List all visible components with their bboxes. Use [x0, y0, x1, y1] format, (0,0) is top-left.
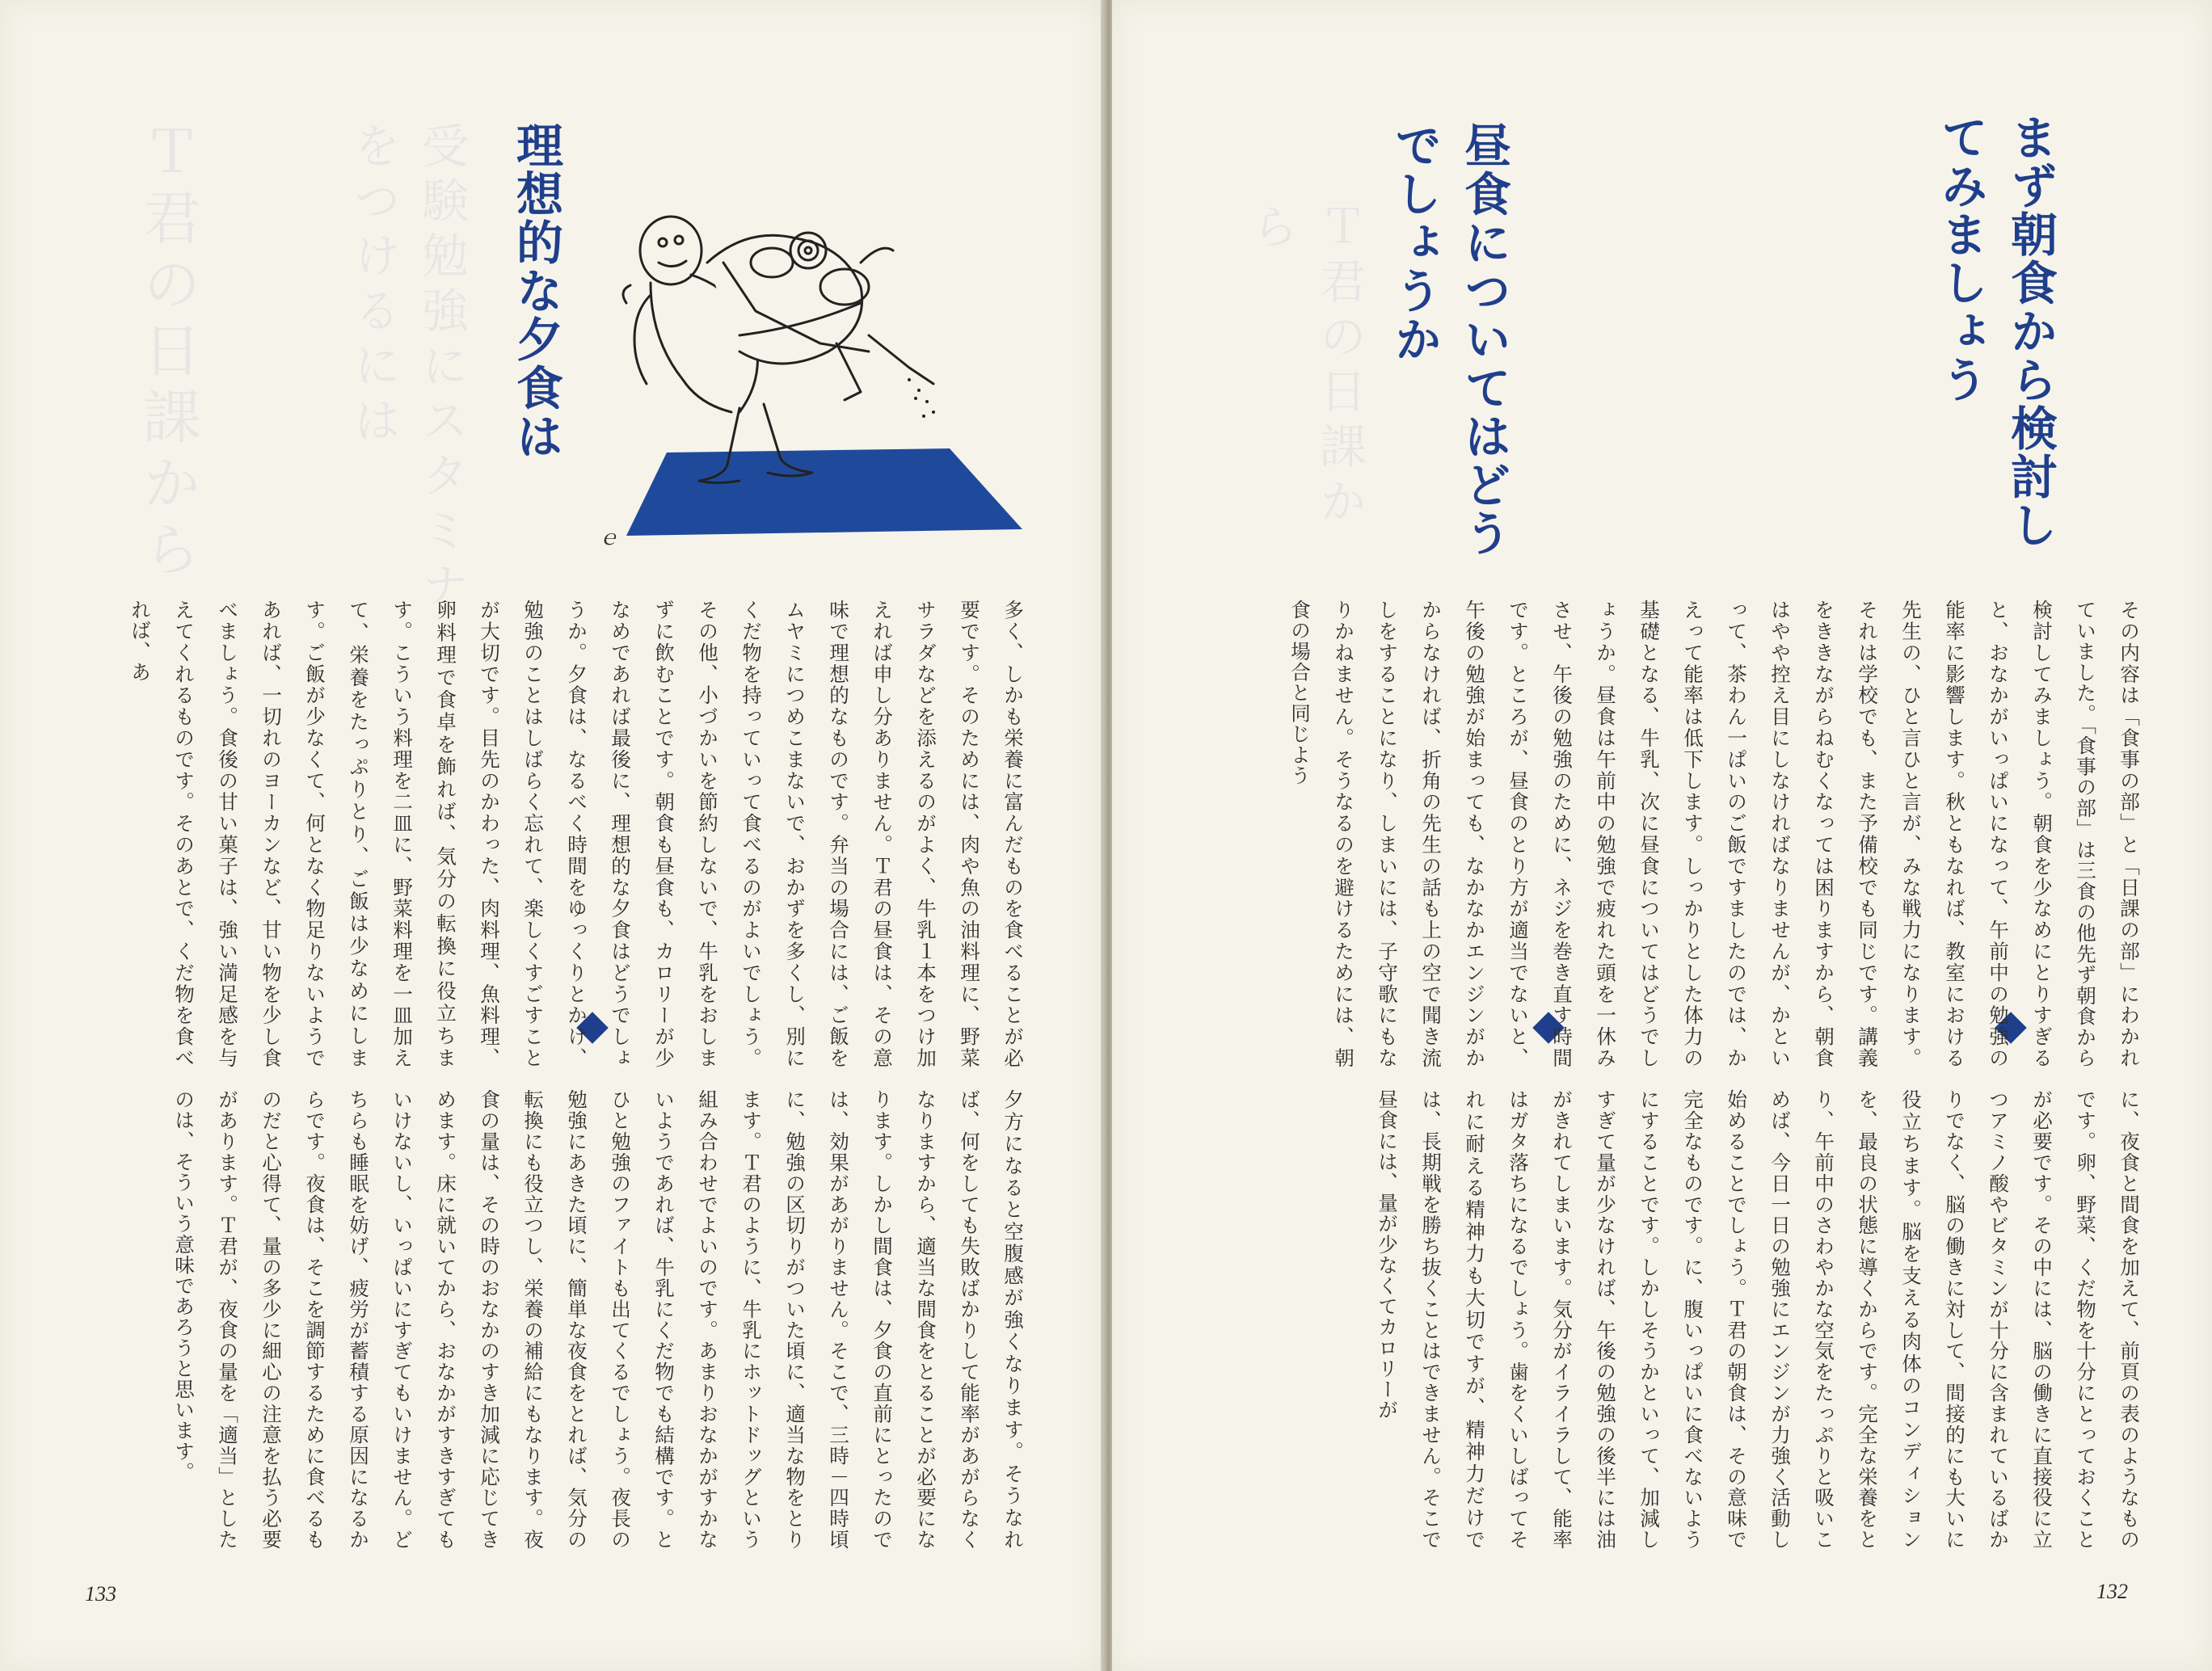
illustrator-signature: ｅ	[598, 526, 620, 549]
right-page	[1112, 0, 2212, 1671]
body-text-upper: 多く、しかも栄養に富んだものを食べることが必要です。そのためには、肉や魚の油料理に、野菜サラダなどを添えるのがよく、牛乳１本をつけ加えれば申し分ありません。Ｔ君の昼食は、その意味で理想的なものです。弁当の場合には、ご飯をムヤミにつめこまないで、おかずを多くし、別にくだ物を持っていって食べるのがよいでしょう。その他、小づかいを節約しないで、牛乳をおしまずに飲むことです。朝食も昼食も、カロリーが少なめであれば最後に、理想的な夕食はどうでしょうか。夕食は、なるべく時間をゆっくりとかけ、勉強のことはしばらく忘れて、楽しくすごすことが大切です。目先のかわった、肉料理、魚料理、卵料理で食卓を飾れば、気分の転換に役立ちます。こういう料理を二皿に、野菜料理を一皿加えて、栄養をたっぷりとり、ご飯は少なめにします。ご飯が少なくて、何となく物足りないようであれば、一切れのヨーカンなど、甘い物を少し食べましょう。食後の甘い菓子は、強い満足感を与えてくれるものです。そのあとで、くだ物を食べれば、あ	[129, 600, 1025, 1068]
page-number: 132	[2096, 1580, 2128, 1603]
page-heading: 理想的な夕食は	[508, 121, 563, 461]
page-number: 133	[85, 1582, 116, 1606]
blue-floor-mat	[626, 448, 1022, 536]
show-through-title: Ｔ君の日課から	[133, 121, 201, 585]
body-text-upper: その内容は「食事の部」と「日課の部」にわかれていました。「食事の部」は三食の他先ず朝食から検討してみましょう。朝食を少なめにとりすぎると、おなかがいっぱいになって、午前中の勉強の能率に影響します。秋ともなれば、教室における先生の、ひと言ひと言が、みな戦力になります。それは学校でも、また予備校でも同じです。講義をききながらねむくなっては困りますから、朝食はやや控え目にしなければなりませんが、かといって、茶わん一ぱいのご飯ですましたのでは、かえって能率は低下します。しっかりとした体力の基礎となる、牛乳、次に昼食についてはどうでしょうか。昼食は午前中の勉強で疲れた頭を一休みさせ、午後の勉強のために、ネジを巻き直す時間です。ところが、昼食のとり方が適当でないと、午後の勉強が始まっても、なかなかエンジンがかからなければ、折角の先生の話も上の空で聞き流しをすることになり、しまいには、子守歌にもなりかねません。そうなるのを避けるためには、朝食の場合と同じよう	[1288, 600, 2141, 1068]
show-through-title: 受験勉強にスタミナをつけるには	[346, 121, 469, 616]
body-text-lower: 夕方になると空腹感が強くなります。そうなれば、何をしても失敗ばかりして能率があがらなくなりますから、適当な間食をとることが必要になります。しかし間食は、夕食の直前にとったのでは、効果があがりません。そこで、三時－四時頃に、勉強の区切りがついた頃に、適当な物をとります。Ｔ君のように、牛乳にホットドッグという組み合わせでよいのです。あまりおなかがすかないようであれば、牛乳にくだ物でも結構です。とひと勉強のファイトも出てくるでしょう。夜長の勉強にあきた頃に、簡単な夜食をとれば、気分の転換にも役立つし、栄養の補給にもなります。夜食の量は、その時のおなかのすき加減に応じてきめます。床に就いてから、おなかがすきすぎてもいけないし、いっぱいにすぎてもいけません。どちらも睡眠を妨げ、疲労が蓄積する原因になるからです。夜食は、そこを調節するために食べるものだと心得て、量の多少に細心の注意を払う必要があります。Ｔ君が、夜食の量を「適当」としたのは、そういう意味であろうと思います。	[172, 1089, 1025, 1550]
page-heading: まず朝食から検討してみましょう	[1933, 113, 2058, 549]
page-heading: 昼食についてはどうでしょうか	[1387, 121, 1511, 558]
body-text-lower: に、夜食と間食を加えて、前頁の表のようなものです。卵、野菜、くだ物を十分にとっておくことが必要です。その中には、脳の働きに直接役に立つアミノ酸やビタミンが十分に含まれているばかりでなく、脳の働きに対して、間接的にも大いに役立ちます。脳を支える肉体のコンディションを、最良の状態に導くからです。完全な栄養をとり、午前中のさわやかな空気をたっぷりと吸いこめば、今日一日の勉強にエンジンが力強く活動し始めることでしょう。Ｔ君の朝食は、その意味で完全なものです。に、腹いっぱいに食べないようにすることです。しかしそうかといって、加減しすぎて量が少なければ、午後の勉強の後半には油がきれてしまいます。気分がイライラして、能率はガタ落ちになるでしょう。歯をくいしばってそれに耐える精神力も大切ですが、精神力だけでは、長期戦を勝ち抜くことはできません。そこで昼食には、量が少なくてカロリーが	[1376, 1089, 2141, 1550]
show-through-title: Ｔ君の日課から	[1244, 202, 1367, 532]
left-page	[0, 0, 1101, 1671]
man-carrying-groceries-illustration	[602, 206, 1039, 553]
